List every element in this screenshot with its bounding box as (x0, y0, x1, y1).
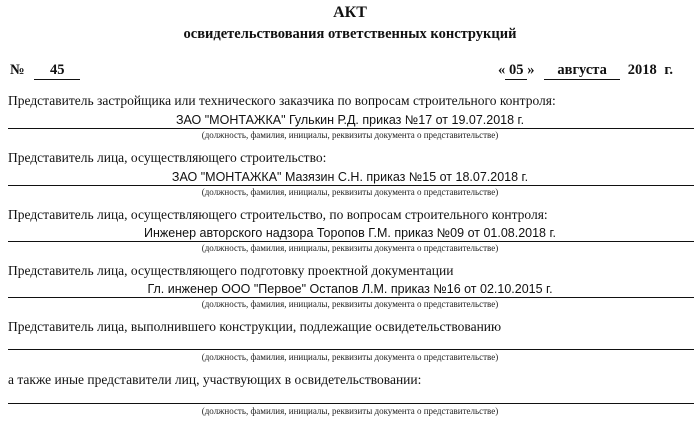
section-4-hint: (должность, фамилия, инициалы, реквизиты документа о представительстве) (201, 299, 499, 309)
section-2-label: Представитель лица, осуществляющего строительство: (8, 150, 327, 165)
section-1-value: ЗАО "МОНТАЖКА" Гулькин Р.Д. приказ №17 от 19.07.2018 г. (175, 113, 525, 127)
section-4-value: Гл. инженер ООО "Первое" Остапов Л.М. приказ №16 от 02.10.2015 г. (147, 282, 553, 296)
act-date (498, 62, 673, 80)
section-2-rule (8, 185, 694, 186)
section-4-label: Представитель лица, осуществляющего подготовку проектной документации (8, 263, 454, 278)
section-3-value: Инженер авторского надзора Торопов Г.М. приказ №09 от 01.08.2018 г. (144, 226, 556, 240)
section-5-rule (8, 349, 694, 350)
section-5-hint: (должность, фамилия, инициалы, реквизиты документа о представительстве) (201, 352, 499, 362)
section-3-label: Представитель лица, осуществляющего строительство, по вопросам строительного контроля: (8, 207, 548, 222)
section-6-label: а также иные представители лиц, участвующих в освидетельствовании: (8, 372, 422, 387)
section-1-hint: (должность, фамилия, инициалы, реквизиты документа о представительстве) (201, 130, 499, 140)
date-month: августа (544, 62, 620, 80)
number-sign: № (10, 62, 25, 78)
section-6-hint: (должность, фамилия, инициалы, реквизиты документа о представительстве) (201, 406, 499, 416)
section-5-label: Представитель лица, выполнившего конструкции, подлежащие освидетельствованию (8, 319, 502, 334)
section-2-value: ЗАО "МОНТАЖКА" Мазязин С.Н. приказ №15 от 18.07.2018 г. (171, 170, 529, 184)
section-4-rule (8, 297, 694, 298)
section-3-rule (8, 241, 694, 242)
date-year: 2018 (627, 62, 657, 78)
section-1-rule (8, 128, 694, 129)
act-number-row (10, 62, 80, 80)
section-2-hint: (должность, фамилия, инициалы, реквизиты документа о представительстве) (201, 187, 499, 197)
date-open-quote: « (498, 62, 506, 78)
section-3-hint: (должность, фамилия, инициалы, реквизиты документа о представительстве) (201, 243, 499, 253)
document-title: АКТ (333, 4, 367, 21)
section-1-label: Представитель застройщика или технического заказчика по вопросам строительного контроля: (8, 93, 556, 108)
section-6-rule (8, 403, 694, 404)
date-day: 05 (505, 62, 527, 80)
document-subtitle: освидетельствования ответственных конструкций (183, 26, 517, 42)
date-year-suffix: г. (664, 62, 673, 78)
act-number: 45 (34, 62, 80, 80)
date-close-quote: » (527, 62, 535, 78)
